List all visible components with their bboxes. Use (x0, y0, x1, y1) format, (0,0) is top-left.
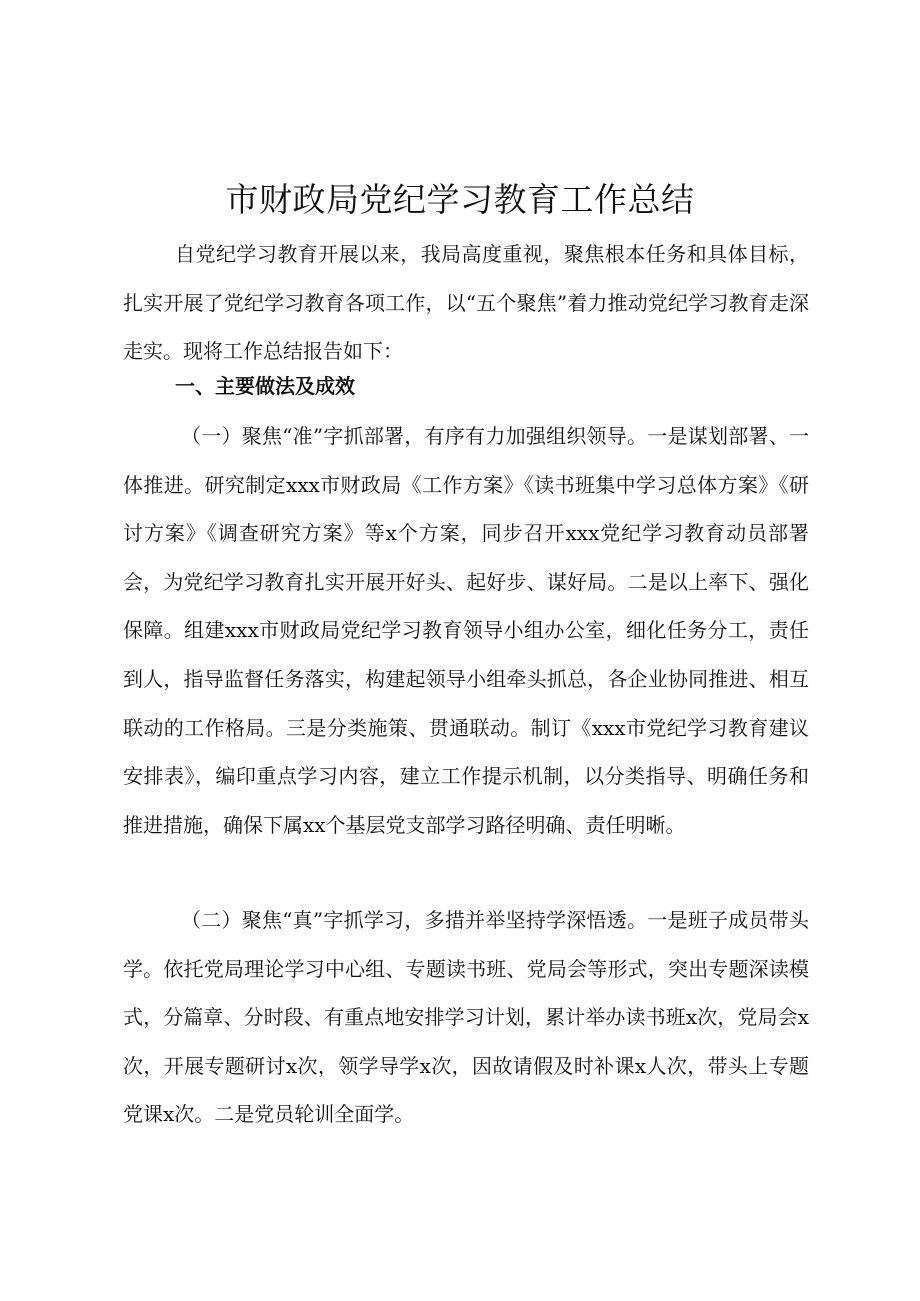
section-heading: 一、主要做法及成效 (175, 374, 355, 398)
body-paragraph-1: （一）聚焦“准”字抓部署，有序有力加强组织领导。一是谋划部署、一体推进。研究制定xxx市财政局《工作方案》《读书班集中学习总体方案》《研讨方案》《调查研究方案》等x个方案，同步召开xxx党纪学习教育动员部署会，为党纪学习教育扎实开展开好头、起好步、谋好局。二是以上率下、强化保障。组建xxx市财政局党纪学习教育领导小组办公室，细化任务分工，责任到人，指导监督任务落实，构建起领导小组牵头抓总，各企业协同推进、相互联动的工作格局。三是分类施策、贯通联动。制订《xxx市党纪学习教育建议安排表》，编印重点学习内容，建立工作提示机制，以分类指导、明确任务和推进措施，确保下属xx个基层党支部学习路径明确、责任明晰。 (123, 424, 809, 837)
body-paragraph-2: （二）聚焦“真”字抓学习，多措并举坚持学深悟透。一是班子成员带头学。依托党局理论学习中心组、专题读书班、党局会等形式，突出专题深读模式，分篇章、分时段、有重点地安排学习计划，累计举办读书班x次，党局会x次，开展专题研讨x次，领学导学x次，因故请假及时补课x人次，带头上专题党课x次。二是党员轮训全面学。 (123, 908, 809, 1127)
document-title: 市财政局党纪学习教育工作总结 (225, 180, 695, 219)
intro-paragraph: 自党纪学习教育开展以来，我局高度重视，聚焦根本任务和具体目标，扎实开展了党纪学习教育各项工作，以“五个聚焦”着力推动党纪学习教育走深走实。现将工作总结报告如下： (123, 242, 809, 364)
